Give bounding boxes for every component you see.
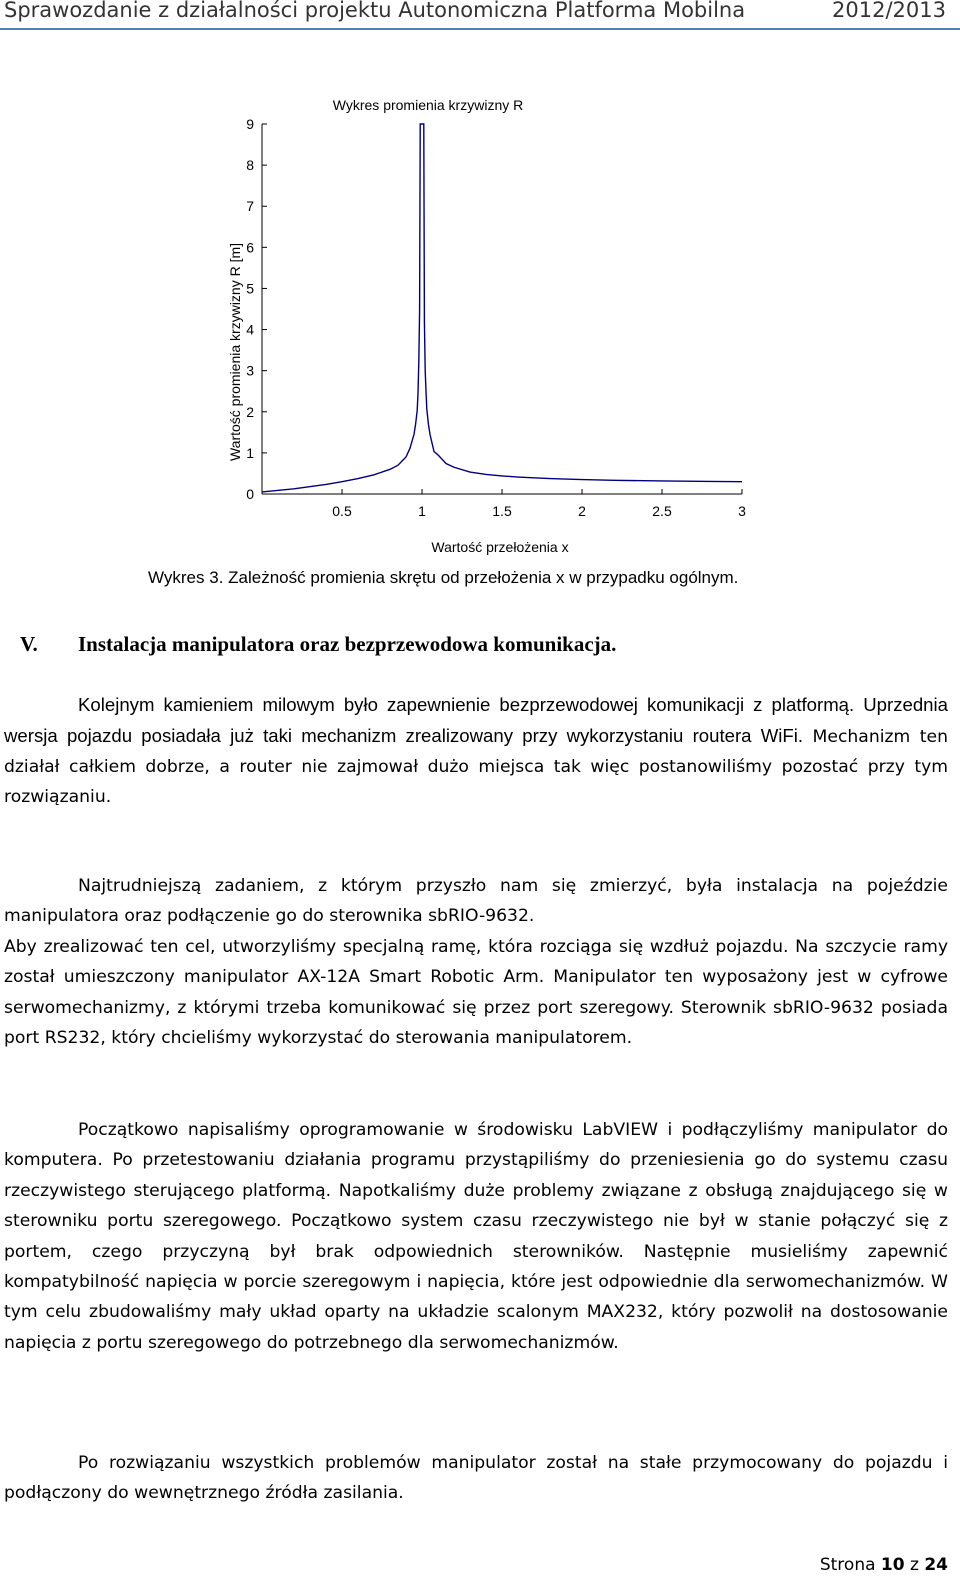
paragraph-1-part-a: Kolejnym kamieniem milowym było zapewnienie bezprzewodowej komunikacji z platformą. Uprzednia wersja pojazdu posiadała już taki mechanizm zrealizowany przy wykorzystaniu routera WiFi. — [4, 694, 948, 746]
x-tick-label: 1.5 — [492, 503, 512, 519]
section-title: Instalacja manipulatora oraz bezprzewodowa komunikacja. — [78, 632, 617, 656]
x-tick-label: 1 — [418, 503, 426, 519]
figure-caption: Wykres 3. Zależność promienia skrętu od przełożenia x w przypadku ogólnym. — [148, 568, 739, 587]
x-tick-label: 3 — [738, 503, 746, 519]
x-tick-label: 2 — [578, 503, 586, 519]
footer-mid: z — [904, 1555, 925, 1575]
y-tick-label: 6 — [246, 239, 254, 256]
footer-total: 24 — [924, 1555, 948, 1575]
header-rule — [0, 28, 960, 30]
header-title: Sprawozdanie z działalności projektu Autonomiczna Platforma Mobilna — [4, 0, 746, 22]
footer-page: 10 — [880, 1555, 905, 1575]
chart-ylabel: Wartość promienia krzywizny R [m] — [227, 242, 243, 462]
chart-title: Wykres promienia krzywizny R — [332, 97, 524, 113]
chart-xlabel: Wartość przełożenia x — [431, 539, 569, 555]
y-tick-label: 3 — [246, 362, 254, 379]
paragraph-2b — [4, 932, 948, 1054]
x-tick-label: 2.5 — [652, 503, 672, 519]
y-tick-label: 7 — [246, 198, 254, 215]
y-tick-label: 1 — [246, 444, 254, 461]
header-year: 2012/2013 — [832, 0, 946, 22]
paragraph-3 — [4, 1115, 948, 1358]
radius-chart — [200, 86, 760, 564]
y-tick-label: 9 — [246, 116, 254, 132]
section-heading — [20, 632, 616, 657]
page-header — [0, 0, 960, 24]
y-tick-label: 5 — [246, 280, 254, 297]
paragraph-2-part-a: Najtrudniejszą zadaniem, z którym przyszło nam się zmierzyć, była instalacja na pojeździe manipulatora oraz podłączenie go do sterownika sbRIO-9632. — [4, 876, 948, 927]
paragraph-1-part-b: Mechanizm ten działał całkiem dobrze, a router nie zajmował dużo miejsca tak więc postanowiliśmy pozostać przy tym rozwiązaniu. — [4, 726, 948, 808]
y-tick-label: 0 — [246, 486, 254, 502]
paragraph-2-part-b: Aby zrealizować ten cel, utworzyliśmy specjalną ramę, która rozciąga się wzdłuż pojazdu. Na szczycie ramy został umieszczony manipulator AX-12A Smart Robotic Arm. Manipulator ten wyposażony jest w cyfrowe serwomechanizmy, z którymi trzeba komunikować się przez port szeregowy. Sterownik sbRIO-9632 posiada port RS232, który chcieliśmy wykorzystać do sterowania manipulatorem. — [4, 937, 948, 1049]
y-tick-label: 2 — [246, 403, 254, 420]
y-tick-label: 4 — [246, 321, 254, 338]
paragraph-4 — [4, 1448, 948, 1509]
paragraph-3-text: Początkowo napisaliśmy oprogramowanie w środowisku LabVIEW i podłączyliśmy manipulator do komputera. Po przetestowaniu działania programu przystąpiliśmy do przeniesienia go do systemu czasu rzeczywistego sterującego platformą. Napotkaliśmy duże problemy związane z obsługą znajdującego się w sterowniku portu szeregowego. Początkowo system czasu rzeczywistego nie był w stanie połączyć się z portem, czego przyczyną był brak odpowiednich sterowników. Następnie musieliśmy zapewnić kompatybilność napięcia w porcie szeregowym i napięcia, które jest odpowiednie dla serwomechanizmów. W tym celu zbudowaliśmy mały układ oparty na układzie scalonym MAX232, który pozwolił na dostosowanie napięcia z portu szeregowego do potrzebnego dla serwomechanizmów. — [4, 1120, 948, 1353]
footer-prefix: Strona — [819, 1555, 881, 1575]
section-number: V. — [20, 632, 38, 656]
y-tick-label: 8 — [246, 157, 254, 174]
page-footer — [820, 1555, 948, 1575]
paragraph-4-text: Po rozwiązaniu wszystkich problemów manipulator został na stałe przymocowany do pojazdu i podłączony do wewnętrznego źródła zasilania. — [4, 1453, 948, 1504]
x-tick-label: 0.5 — [332, 503, 352, 519]
plot-area — [262, 124, 742, 494]
paragraph-1 — [4, 690, 948, 813]
paragraph-2 — [4, 871, 948, 932]
